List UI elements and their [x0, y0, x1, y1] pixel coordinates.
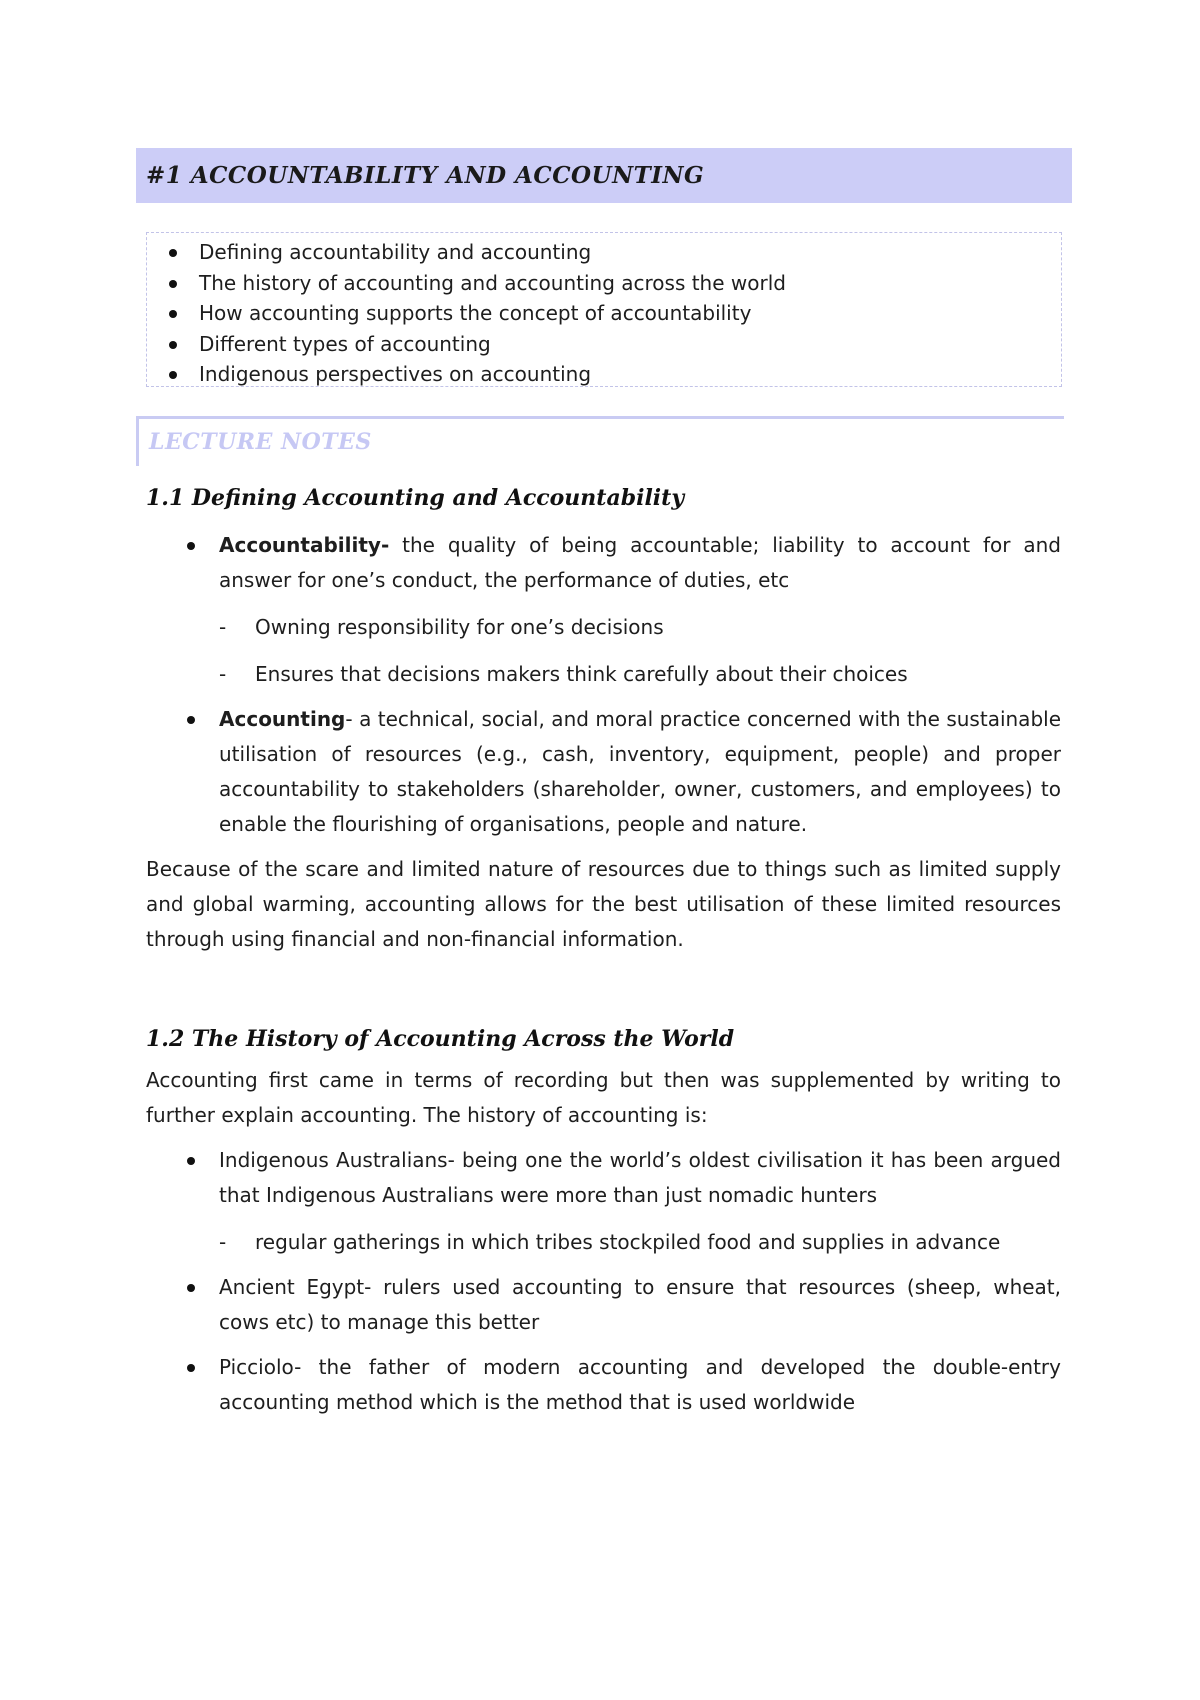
objective-item: Different types of accounting — [199, 329, 786, 360]
bullet-icon — [187, 1284, 195, 1292]
objective-item: Indigenous perspectives on accounting — [199, 359, 786, 390]
bullet-icon — [187, 1157, 195, 1165]
lecture-notes-header — [136, 416, 1064, 466]
accountability-sub-list — [146, 610, 1061, 692]
dash-icon: - — [219, 1230, 227, 1254]
objectives-list — [199, 237, 786, 390]
definition-text: the quality of being accountable; liability to account for and answer for one’s conduct, the performance of duties, etc — [219, 533, 1061, 592]
lecture-notes-label: LECTURE NOTES — [149, 429, 372, 455]
definition-text: - a technical, social, and moral practice concerned with the sustainable utilisation of resources (e.g., cash, inventory, equipment, people) and proper accountability to stakeholders (shareholder, owner, customers, and employees) to enable the flourishing of organisations, people and nature. — [219, 707, 1061, 836]
objective-item: Defining accountability and accounting — [199, 237, 786, 268]
history-item: Ancient Egypt- rulers used accounting to ensure that resources (sheep, wheat, cows etc) to manage this better — [146, 1270, 1061, 1340]
bullet-icon — [187, 542, 195, 550]
bullet-icon — [187, 716, 195, 724]
term-accounting: Accounting — [219, 707, 346, 731]
bullet-icon — [169, 341, 177, 349]
definition-accounting — [146, 702, 1061, 842]
term-accountability: Accountability- — [219, 533, 390, 557]
definition-accountability — [146, 528, 1061, 598]
paragraph-history-intro: Accounting first came in terms of recording but then was supplemented by writing to further explain accounting. The history of accounting is: — [146, 1068, 1061, 1127]
document-title: #1 ACCOUNTABILITY AND ACCOUNTING — [146, 162, 705, 189]
definitions-list-2 — [146, 702, 1061, 842]
sub-item: - regular gatherings in which tribes stockpiled food and supplies in advance — [146, 1225, 1061, 1260]
bullet-icon — [169, 280, 177, 288]
bullet-icon — [169, 249, 177, 257]
sub-item: - Owning responsibility for one’s decisions — [146, 610, 1061, 645]
section-heading-1-1: 1.1 Defining Accounting and Accountability — [146, 485, 685, 511]
bullet-icon — [187, 1364, 195, 1372]
notes-content — [146, 478, 1061, 1420]
definitions-list — [146, 528, 1061, 598]
history-sub-list — [146, 1225, 1061, 1260]
dash-icon: - — [219, 615, 227, 639]
history-item: Picciolo- the father of modern accounting and developed the double-entry accounting method which is the method that is used worldwide — [146, 1350, 1061, 1420]
sub-item: - Ensures that decisions makers think carefully about their choices — [146, 657, 1061, 692]
dash-icon: - — [219, 662, 227, 686]
learning-objectives-box — [146, 232, 1062, 387]
section-heading-1-2: 1.2 The History of Accounting Across the World — [146, 1026, 735, 1052]
title-banner — [136, 148, 1072, 203]
objective-item: How accounting supports the concept of accountability — [199, 298, 786, 329]
history-list-2 — [146, 1270, 1061, 1420]
history-list — [146, 1143, 1061, 1213]
paragraph-resources: Because of the scare and limited nature of resources due to things such as limited supply and global warming, accounting allows for the best utilisation of these limited resources through using financial and non-financial information. — [146, 857, 1061, 951]
objective-item: The history of accounting and accounting across the world — [199, 268, 786, 299]
bullet-icon — [169, 310, 177, 318]
bullet-icon — [169, 371, 177, 379]
history-item: Indigenous Australians- being one the world’s oldest civilisation it has been argued that Indigenous Australians were more than just nomadic hunters — [146, 1143, 1061, 1213]
